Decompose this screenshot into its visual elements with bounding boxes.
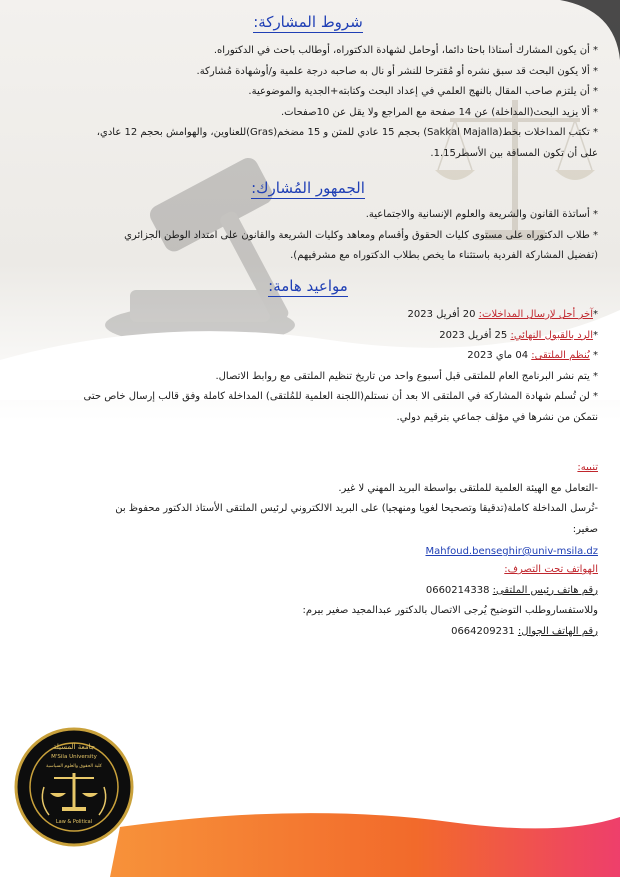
date-row-event [18, 346, 598, 367]
date-value: 04 ماي 2023 [467, 350, 532, 361]
dates-note-1: * يتم نشر البرنامج العام للملتقى قبل أسبوع واحد من تاريخ تنظيم الملتقى مع روابط الاتصال. [215, 370, 598, 382]
inquiry-text: وللاستفساروطلب التوضيح يُرجى الاتصال بالدكتور عبدالمجيد صغير بيرم: [302, 605, 598, 616]
seal-text-2: M'Sila University [51, 754, 97, 760]
seal-text-1: جامعة المسيلة [52, 743, 96, 751]
date-value: 20 أفريل 2023 [407, 309, 479, 320]
participation-title: شروط المشاركة: [253, 13, 363, 31]
date-prefix: * [589, 350, 598, 361]
date-row-acceptance [18, 326, 598, 347]
audience-title: الجمهور المُشارك: [251, 179, 365, 197]
phone2-row [18, 622, 598, 643]
phones-section [18, 560, 598, 642]
notice-item-2: -تُرسل المداخلة كاملة(تدقيقا وتصحيحا لغويا ومنهجيا) على البريد الالكتروني لرئيس الملتقى الأستاذ الدكتور محفوظ بن [115, 503, 598, 514]
audience-item-3: (تفضيل المشاركة الفردية باستثناء ما يخص بطلاب الدكتوراه مع مشرفيهم). [290, 250, 598, 261]
date-label: آخر أجل لإرسال المداخلات: [478, 309, 593, 320]
seal-text-3: كلية الحقوق والعلوم السياسية [46, 764, 102, 769]
important-dates-section [18, 276, 598, 428]
phone1-value[interactable]: 0660214338 [425, 584, 493, 596]
dates-note-2: * لن تُسلم شهادة المشاركة في الملتقى الا بعد أن نستلم(اللجنة العلمية للمُلتقى) المداخلة كاملة وفق قالب إرسال خاص حتى [83, 391, 598, 402]
notice-item-3: صغير: [572, 523, 598, 535]
notice-section [18, 458, 598, 563]
date-prefix: * [593, 309, 598, 320]
phones-title: الهواتف تحت التصرف: [504, 564, 598, 575]
phone2-label: رقم الهاتف الجوال: [517, 625, 598, 637]
dates-note-3: نتمكن من نشرها في مؤلف جماعي بترقيم دولي. [396, 411, 598, 423]
date-label: الرد بالقبول النهائي: [510, 329, 593, 341]
participation-item-2: * ألا يكون البحث قد سبق نشره أو مُقترحا للنشر أو نال به صاحبه درجة علمية و/أوشهادة مُشاركة. [196, 65, 598, 77]
date-prefix: * [593, 329, 598, 341]
participation-item-4: * ألا يزيد البحث(المداخلة) عن 14 صفحة مع المراجع ولا يقل عن 10صفحات. [280, 106, 598, 118]
dates-title: مواعيد هامة: [268, 277, 348, 295]
participation-item-6: على أن تكون المسافة بين الأسطر1.15. [430, 147, 598, 159]
participation-item-5: * تكتب المداخلات بخط(Sakkal Majalla) بحجم 15 عادي للمتن و 15 مضخم(Gras)للعناوين، والهوامش بحجم 12 عادي، [96, 127, 598, 138]
audience-section [18, 178, 598, 267]
contact-email-link[interactable]: Mahfoud.benseghir@univ-msila.dz [425, 546, 598, 557]
date-row-submission [18, 305, 598, 326]
participation-conditions-section [18, 12, 598, 164]
date-label: يُنظم الملتقى: [531, 350, 590, 361]
phone1-row [18, 581, 598, 602]
phone2-value[interactable]: 0664209231 [451, 625, 518, 637]
notice-item-1: -التعامل مع الهيئة العلمية للملتقى بواسطة البريد المهني لا غير. [338, 482, 598, 494]
notice-title: تنبيه: [577, 462, 598, 473]
date-value: 25 أفريل 2023 [439, 329, 511, 341]
participation-item-1: * أن يكون المشارك أستاذا باحثا دائما، أوحامل لشهادة الدكتوراه، أوطالب باحث في الدكتوراه. [213, 45, 598, 56]
phone1-label: رقم هاتف رئيس الملتقى: [492, 584, 598, 596]
university-seal-logo [14, 727, 134, 847]
seal-text-4: Law & Political [55, 819, 93, 825]
audience-item-1: * أساتذة القانون والشريعة والعلوم الإنسانية والاجتماعية. [365, 209, 598, 220]
audience-item-2: * طلاب الدكتوراه على مستوى كليات الحقوق وأقسام ومعاهد وكليات الشريعة والقانون على امتداد الوطن الجزائري [124, 229, 598, 241]
participation-item-3: * أن يلتزم صاحب المقال بالنهج العلمي في إعداد البحث وكتابته+الجدية والموضوعية. [248, 86, 598, 97]
